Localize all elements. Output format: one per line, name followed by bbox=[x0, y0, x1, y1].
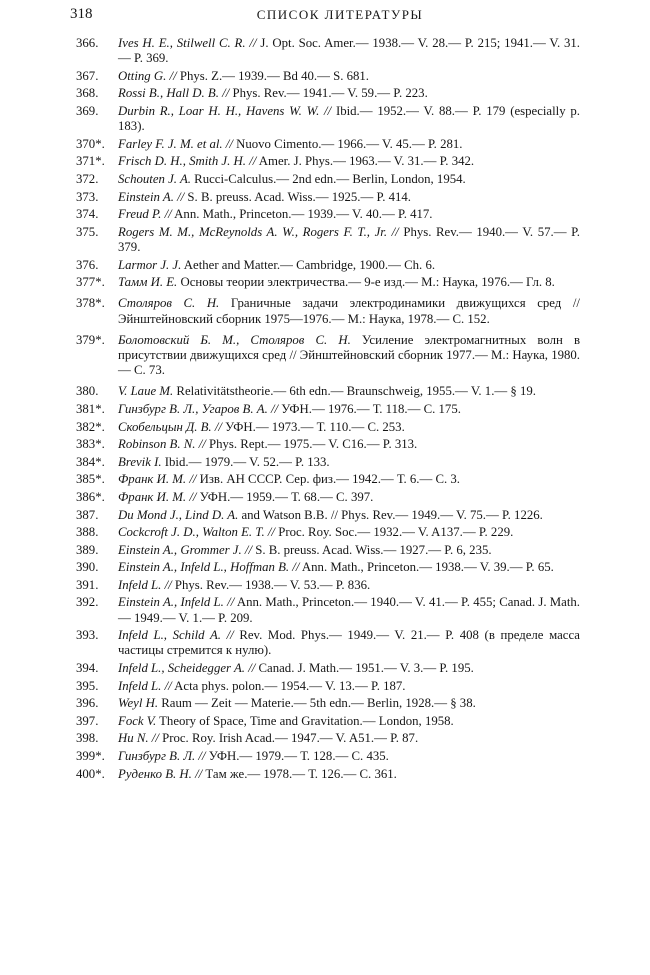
reference-item bbox=[76, 402, 580, 417]
reference-number: 393. bbox=[76, 628, 99, 643]
reference-item bbox=[76, 560, 580, 575]
reference-text: Усиление электромагнитных волн в присутствии движущихся сред // Эйнштейновский сборник 1977.— М.: Наука, 1980.— С. 73. bbox=[118, 332, 580, 378]
reference-number: 397. bbox=[76, 713, 99, 728]
reference-number: 368. bbox=[76, 86, 99, 101]
reference-authors: Болотовский Б. М., Столяров С. Н. bbox=[118, 332, 351, 347]
reference-text: Граничные задачи электродинамики движущихся сред // Эйнштейновский сборник 1975—1976.— М.: Наука, 1978.— С. 152. bbox=[118, 296, 580, 326]
reference-number: 380. bbox=[76, 384, 99, 399]
reference-authors: Скобельцын Д. В. // bbox=[118, 419, 222, 434]
reference-text: Acta phys. polon.— 1954.— V. 13.— P. 187. bbox=[171, 678, 406, 693]
reference-number: 392. bbox=[76, 595, 99, 610]
reference-item bbox=[76, 455, 580, 470]
reference-authors: Durbin R., Loar H. H., Havens W. W. // bbox=[118, 103, 332, 118]
reference-number: 370*. bbox=[76, 136, 105, 151]
reference-number: 377*. bbox=[76, 275, 105, 290]
reference-authors: Тамм И. Е. bbox=[118, 275, 178, 290]
reference-text: Ann. Math., Princeton.— 1940.— V. 41.— P. 455; Canad. J. Math.— 1949.— V. 1.— P. 209. bbox=[118, 595, 581, 625]
reference-item bbox=[76, 154, 580, 169]
reference-item bbox=[76, 578, 580, 593]
reference-authors: Farley F. J. M. et al. // bbox=[118, 136, 233, 151]
reference-item bbox=[76, 225, 580, 255]
reference-item bbox=[76, 137, 580, 152]
reference-authors: Rogers M. M., McReynolds A. W., Rogers F. T., Jr. // bbox=[118, 224, 399, 239]
reference-authors: Larmor J. J. bbox=[118, 257, 182, 272]
reference-item bbox=[76, 384, 580, 399]
reference-item bbox=[76, 696, 580, 711]
reference-number: 399*. bbox=[76, 749, 105, 764]
reference-text: Proc. Roy. Irish Acad.— 1947.— V. A51.— P. 87. bbox=[158, 731, 419, 746]
reference-number: 384*. bbox=[76, 454, 105, 469]
reference-item bbox=[76, 767, 580, 782]
reference-authors: Frisch D. H., Smith J. H. // bbox=[118, 154, 257, 169]
reference-item bbox=[76, 525, 580, 540]
reference-text: Relativitätstheorie.— 6th edn.— Braunschweig, 1955.— V. 1.— § 19. bbox=[173, 384, 536, 399]
reference-number: 366. bbox=[76, 36, 99, 50]
reference-authors: Cockcroft J. D., Walton E. T. // bbox=[118, 525, 275, 540]
reference-authors: Weyl H. bbox=[118, 696, 159, 711]
reference-text: Phys. Rev.— 1940.— V. 57.— P. 379. bbox=[118, 224, 580, 254]
reference-text: Изв. АН СССР. Сер. физ.— 1942.— Т. 6.— С. 3. bbox=[196, 472, 460, 487]
reference-text: Phys. Rev.— 1941.— V. 59.— P. 223. bbox=[229, 86, 428, 101]
reference-number: 373. bbox=[76, 189, 99, 204]
reference-authors: Hu N. // bbox=[118, 731, 159, 746]
page-number: 318 bbox=[70, 6, 93, 22]
reference-text: Основы теории электричества.— 9-е изд.— М.: Наука, 1976.— Гл. 8. bbox=[177, 275, 555, 290]
reference-authors: Fock V. bbox=[118, 713, 157, 728]
reference-number: 374. bbox=[76, 207, 99, 222]
reference-item bbox=[76, 86, 580, 101]
reference-text: УФН.— 1959.— Т. 68.— С. 397. bbox=[196, 489, 374, 504]
reference-item bbox=[76, 595, 580, 625]
reference-text: Phys. Rev.— 1938.— V. 53.— P. 836. bbox=[171, 577, 371, 592]
reference-number: 395. bbox=[76, 678, 99, 693]
reference-text: Rucci-Calculus.— 2nd edn.— Berlin, London, 1954. bbox=[190, 171, 466, 186]
reference-text: УФН.— 1979.— Т. 128.— С. 435. bbox=[205, 749, 389, 764]
reference-number: 372. bbox=[76, 171, 99, 186]
reference-number: 382*. bbox=[76, 419, 105, 434]
reference-text: Ann. Math., Princeton.— 1939.— V. 40.— P. 417. bbox=[171, 207, 433, 222]
reference-number: 379*. bbox=[76, 332, 105, 347]
reference-item bbox=[76, 679, 580, 694]
reference-text: Canad. J. Math.— 1951.— V. 3.— P. 195. bbox=[255, 661, 474, 676]
reference-text: Там же.— 1978.— Т. 126.— С. 361. bbox=[202, 766, 397, 781]
reference-authors: Rossi B., Hall D. B. // bbox=[118, 86, 230, 101]
reference-text: and Watson B.B. // Phys. Rev.— 1949.— V. 75.— P. 1226. bbox=[238, 507, 543, 522]
reference-item bbox=[76, 36, 580, 66]
reference-item bbox=[76, 333, 580, 379]
reference-number: 376. bbox=[76, 257, 99, 272]
reference-item bbox=[76, 69, 580, 84]
reference-authors: Infeld L., Schild A. // bbox=[118, 628, 234, 643]
reference-number: 385*. bbox=[76, 472, 105, 487]
reference-authors: Infeld L., Scheidegger A. // bbox=[118, 661, 256, 676]
reference-text: Raum — Zeit — Materie.— 5th edn.— Berlin, 1928.— § 38. bbox=[158, 696, 476, 711]
reference-authors: Einstein A., Grommer J. // bbox=[118, 542, 252, 557]
reference-number: 367. bbox=[76, 68, 99, 83]
reference-item bbox=[76, 490, 580, 505]
reference-text: УФН.— 1976.— Т. 118.— С. 175. bbox=[278, 401, 461, 416]
reference-authors: Франк И. М. // bbox=[118, 472, 197, 487]
reference-text: Rev. Mod. Phys.— 1949.— V. 21.— P. 408 (в пределе масса частицы стремится к нулю). bbox=[118, 628, 580, 658]
reference-item bbox=[76, 749, 580, 764]
reference-text: Ann. Math., Princeton.— 1938.— V. 39.— P. 65. bbox=[299, 560, 554, 575]
reference-item bbox=[76, 104, 580, 134]
reference-text: УФН.— 1973.— Т. 110.— С. 253. bbox=[221, 419, 405, 434]
page-header bbox=[70, 6, 610, 28]
reference-authors: Infeld L. // bbox=[118, 577, 172, 592]
reference-text: Phys. Rept.— 1975.— V. C16.— P. 313. bbox=[205, 437, 418, 452]
reference-authors: Руденко В. Н. // bbox=[118, 766, 203, 781]
reference-authors: Einstein A. // bbox=[118, 189, 185, 204]
reference-list bbox=[76, 36, 580, 784]
reference-authors: Einstein A., Infeld L., Hoffman B. // bbox=[118, 560, 300, 575]
reference-text: J. Opt. Soc. Amer.— 1938.— V. 28.— P. 215; 1941.— V. 31.— P. 369. bbox=[118, 36, 580, 66]
reference-item bbox=[76, 731, 580, 746]
reference-number: 390. bbox=[76, 560, 99, 575]
reference-authors: Du Mond J., Lind D. A. bbox=[118, 507, 239, 522]
reference-text: Aether and Matter.— Cambridge, 1900.— Ch. 6. bbox=[181, 257, 436, 272]
reference-number: 369. bbox=[76, 103, 99, 118]
reference-number: 400*. bbox=[76, 766, 105, 781]
reference-item bbox=[76, 508, 580, 523]
reference-text: Amer. J. Phys.— 1963.— V. 31.— P. 342. bbox=[256, 154, 475, 169]
reference-text: Ibid.— 1979.— V. 52.— P. 133. bbox=[161, 454, 330, 469]
reference-authors: Infeld L. // bbox=[118, 678, 172, 693]
reference-authors: Robinson B. N. // bbox=[118, 437, 206, 452]
reference-item bbox=[76, 190, 580, 205]
running-title: СПИСОК ЛИТЕРАТУРЫ bbox=[256, 7, 424, 22]
reference-item bbox=[76, 628, 580, 658]
reference-authors: Freud P. // bbox=[118, 207, 172, 222]
reference-number: 371*. bbox=[76, 154, 105, 169]
reference-authors: Гинзбург В. Л. // bbox=[118, 749, 206, 764]
reference-authors: Ives H. E., Stilwell C. R. // bbox=[118, 36, 257, 50]
reference-item bbox=[76, 258, 580, 273]
reference-item bbox=[76, 420, 580, 435]
reference-number: 375. bbox=[76, 224, 99, 239]
reference-number: 383*. bbox=[76, 437, 105, 452]
reference-text: S. B. preuss. Acad. Wiss.— 1927.— P. 6, 235. bbox=[252, 542, 492, 557]
reference-authors: V. Laue M. bbox=[118, 384, 174, 399]
reference-number: 394. bbox=[76, 661, 99, 676]
reference-item bbox=[76, 275, 580, 290]
reference-item bbox=[76, 543, 580, 558]
reference-number: 387. bbox=[76, 507, 99, 522]
reference-number: 389. bbox=[76, 542, 99, 557]
reference-number: 386*. bbox=[76, 489, 105, 504]
reference-number: 396. bbox=[76, 696, 99, 711]
reference-text: Nuovo Cimento.— 1966.— V. 45.— P. 281. bbox=[232, 136, 463, 151]
reference-authors: Столяров С. Н. bbox=[118, 296, 220, 311]
reference-text: S. B. preuss. Acad. Wiss.— 1925.— P. 414. bbox=[184, 189, 411, 204]
reference-number: 391. bbox=[76, 577, 99, 592]
reference-text: Theory of Space, Time and Gravitation.— London, 1958. bbox=[156, 713, 454, 728]
reference-item bbox=[76, 207, 580, 222]
reference-authors: Brevik I. bbox=[118, 454, 162, 469]
reference-number: 381*. bbox=[76, 401, 105, 416]
reference-item bbox=[76, 661, 580, 676]
reference-authors: Einstein A., Infeld L. // bbox=[118, 595, 235, 610]
reference-item bbox=[76, 437, 580, 452]
reference-authors: Франк И. М. // bbox=[118, 489, 197, 504]
reference-authors: Гинзбург В. Л., Угаров В. А. // bbox=[118, 401, 279, 416]
reference-authors: Schouten J. A. bbox=[118, 171, 191, 186]
reference-item bbox=[76, 296, 580, 326]
reference-authors: Otting G. // bbox=[118, 68, 177, 83]
reference-text: Ibid.— 1952.— V. 88.— P. 179 (especially p. 183). bbox=[118, 103, 580, 134]
reference-text: Phys. Z.— 1939.— Bd 40.— S. 681. bbox=[176, 68, 369, 83]
reference-number: 378*. bbox=[76, 296, 105, 311]
reference-text: Proc. Roy. Soc.— 1932.— V. A137.— P. 229. bbox=[275, 525, 514, 540]
reference-number: 388. bbox=[76, 525, 99, 540]
reference-item bbox=[76, 172, 580, 187]
reference-item bbox=[76, 472, 580, 487]
reference-number: 398. bbox=[76, 731, 99, 746]
reference-item bbox=[76, 714, 580, 729]
